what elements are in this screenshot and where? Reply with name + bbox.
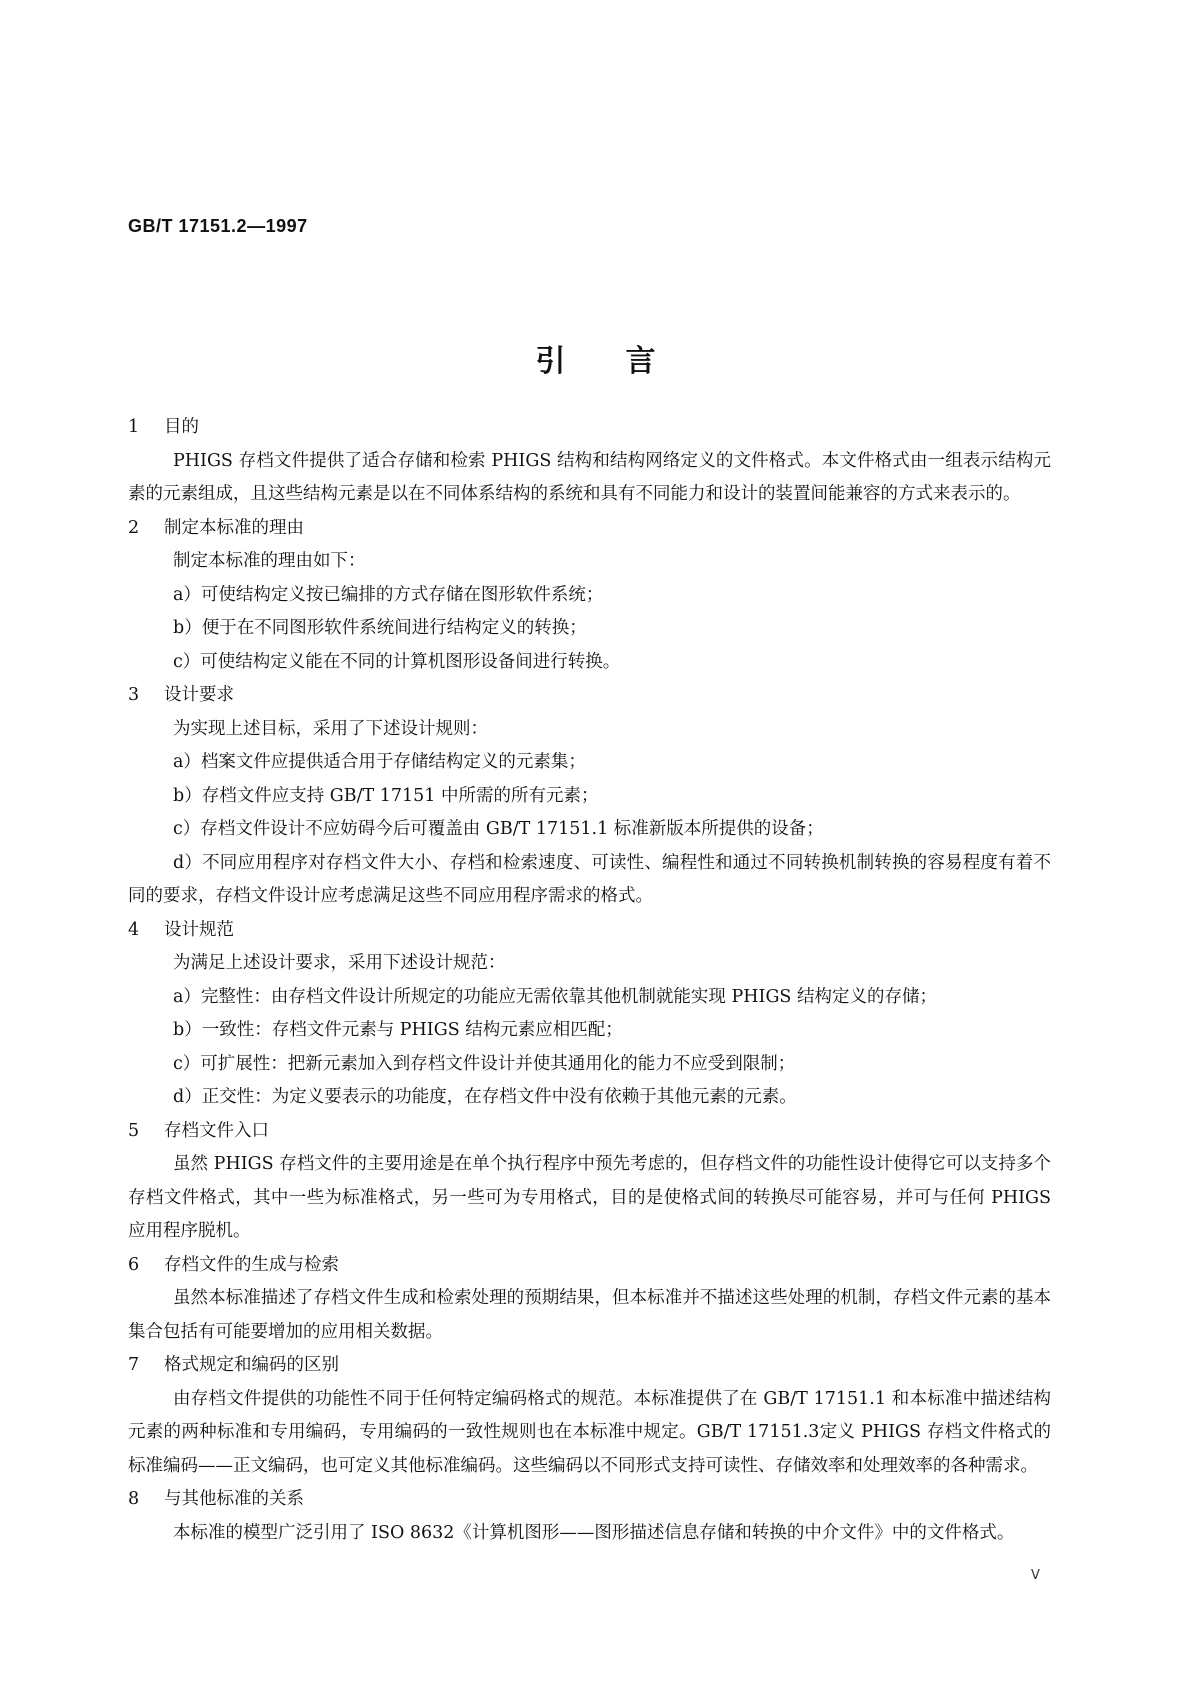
section-heading: [128, 512, 1051, 546]
section-number: 2: [128, 517, 140, 538]
list-item: a）可使结构定义按已编排的方式存储在图形软件系统；: [173, 584, 604, 605]
section-number: 8: [128, 1489, 140, 1509]
list-item: b）存档文件应支持 GB/T 17151 中所需的所有元素；: [173, 785, 599, 806]
section-title: 存档文件的生成与检索: [164, 1254, 339, 1275]
section-8: [128, 1483, 1051, 1550]
section-heading: [128, 1483, 1051, 1517]
list-item: c）可扩展性：把新元素加入到存档文件设计并使其通用化的能力不应受到限制；: [173, 1053, 796, 1074]
list-item-wrapped: d）不同应用程序对存档文件大小、存档和检索速度、可读性、编程性和通过不同转换机制转换的容易程度有着不同的要求，存档文件设计应考虑满足这些不同应用程序需求的格式。: [128, 852, 1051, 906]
page-title: 引言: [535, 344, 716, 379]
section-paragraph: 虽然本标准描述了存档文件生成和检索处理的预期结果，但本标准并不描述这些处理的机制，存档文件元素的基本集合包括有可能要增加的应用相关数据。: [128, 1288, 1051, 1342]
section-heading: [128, 1115, 1051, 1149]
section-intro: 为满足上述设计要求，采用下述设计规范：: [173, 953, 506, 973]
section-number: 6: [128, 1254, 140, 1275]
section-5: [128, 1115, 1051, 1249]
section-4: [128, 914, 1051, 1115]
section-title: 制定本标准的理由: [164, 517, 304, 538]
section-number: 1: [128, 417, 140, 437]
list-item: c）存档文件设计不应妨碍今后可覆盖由 GB/T 17151.1 标准新版本所提供的设备；: [173, 819, 824, 839]
section-paragraph: PHIGS 存档文件提供了适合存储和检索 PHIGS 结构和结构网络定义的文件格式。本文件格式由一组表示结构元素的元素组成，且这些结构元素是以在不同体系结构的系统和具有不同能力和设计的装置间能兼容的方式来表示的。: [128, 450, 1051, 504]
standard-id: GB/T 17151.2—1997: [128, 216, 308, 236]
section-title: 存档文件入口: [164, 1120, 269, 1141]
list-item: b）一致性：存档文件元素与 PHIGS 结构元素应相匹配；: [173, 1020, 623, 1040]
section-title: 格式规定和编码的区别: [164, 1355, 339, 1375]
section-heading: [128, 1249, 1051, 1283]
section-title: 设计要求: [164, 685, 234, 705]
document-body: [128, 411, 1051, 1550]
list-item: a）档案文件应提供适合用于存储结构定义的元素集；: [173, 752, 586, 772]
section-6: [128, 1249, 1051, 1350]
section-heading: [128, 914, 1051, 948]
section-intro: 制定本标准的理由如下：: [173, 551, 366, 571]
section-2: [128, 512, 1051, 680]
page-number: V: [1031, 1568, 1040, 1583]
list-item: c）可使结构定义能在不同的计算机图形设备间进行转换。: [173, 651, 621, 672]
section-7: [128, 1349, 1051, 1483]
section-1: [128, 411, 1051, 512]
section-heading: [128, 411, 1051, 445]
section-3: [128, 679, 1051, 914]
section-paragraph: 本标准的模型广泛引用了 ISO 8632《计算机图形——图形描述信息存储和转换的中介文件》中的文件格式。: [173, 1522, 1015, 1543]
section-title: 设计规范: [164, 919, 234, 940]
section-number: 3: [128, 685, 140, 705]
section-title: 与其他标准的关系: [164, 1489, 304, 1509]
list-item: b）便于在不同图形软件系统间进行结构定义的转换；: [173, 618, 587, 638]
section-number: 4: [128, 919, 140, 940]
section-number: 5: [128, 1120, 140, 1141]
list-item: d）正交性：为定义要表示的功能度，在存档文件中没有依赖于其他元素的元素。: [173, 1087, 797, 1107]
list-item: a）完整性：由存档文件设计所规定的功能应无需依靠其他机制就能实现 PHIGS 结构定义的存储；: [173, 986, 937, 1007]
section-heading: [128, 679, 1051, 713]
section-paragraph: 由存档文件提供的功能性不同于任何特定编码格式的规范。本标准提供了在 GB/T 17151.1 和本标准中描述结构元素的两种标准和专用编码，专用编码的一致性规则也在本标准中规定。GB/T 17151.3定义 PHIGS 存档文件格式的标准编码——正文编码，也可定义其他标准编码。这些编码以不同形式支持可读性、存储效率和处理效率的各种需求。: [128, 1388, 1051, 1476]
section-title: 目的: [164, 417, 199, 437]
section-number: 7: [128, 1355, 140, 1375]
section-intro: 为实现上述目标，采用了下述设计规则：: [173, 718, 488, 739]
section-paragraph: 虽然 PHIGS 存档文件的主要用途是在单个执行程序中预先考虑的，但存档文件的功能性设计使得它可以支持多个存档文件格式，其中一些为标准格式，另一些可为专用格式，目的是使格式间的转换尽可能容易，并可与任何 PHIGS 应用程序脱机。: [128, 1154, 1051, 1241]
section-heading: [128, 1349, 1051, 1383]
